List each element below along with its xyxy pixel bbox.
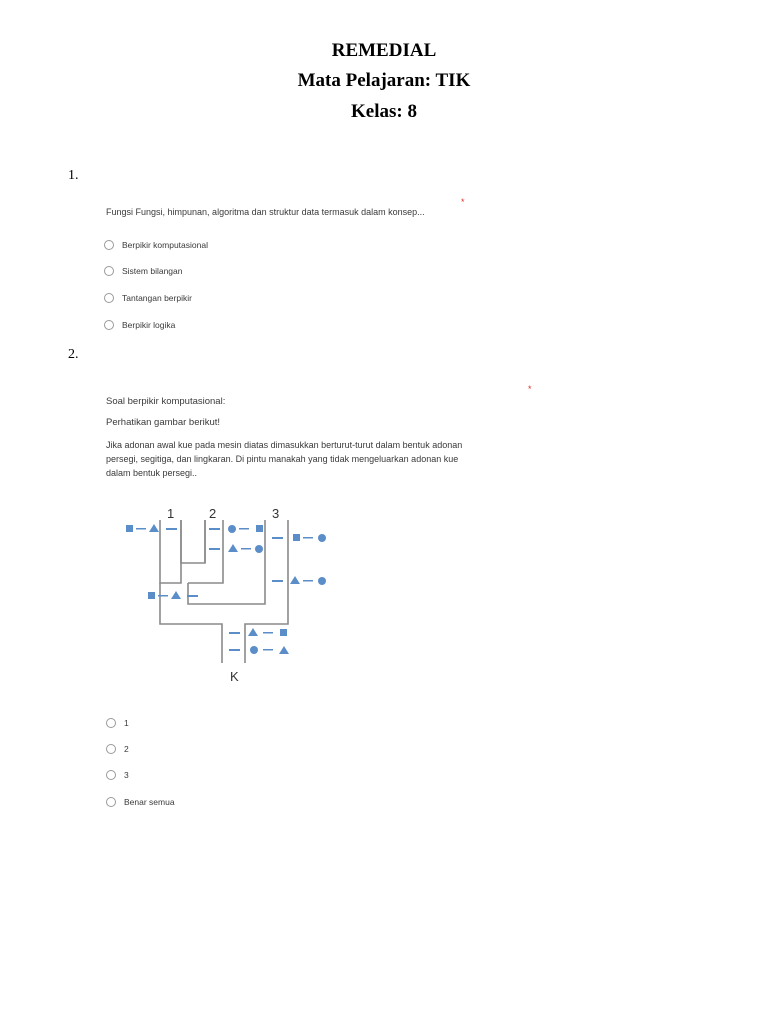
- question-2-instruction: Perhatikan gambar berikut!: [106, 417, 221, 428]
- door-label-2: 2: [209, 506, 217, 521]
- radio-button[interactable]: [104, 320, 114, 330]
- arrow-line: [263, 632, 273, 634]
- question-1-number: 1.: [68, 168, 79, 183]
- circle-shape: [228, 525, 236, 533]
- circle-shape: [250, 646, 258, 654]
- dash-line: [166, 528, 177, 530]
- question-2-option-1[interactable]: [106, 718, 129, 728]
- triangle-shape: [149, 524, 159, 532]
- question-2-required-mark: *: [528, 384, 532, 394]
- radio-button[interactable]: [106, 744, 116, 754]
- square-shape: [148, 592, 155, 599]
- triangle-shape: [171, 591, 181, 599]
- arrow-line: [303, 537, 313, 539]
- question-2-option-2[interactable]: [106, 744, 129, 754]
- exit-label-k: K: [230, 669, 239, 684]
- arrow-line: [241, 548, 251, 550]
- question-1-required-mark: *: [461, 197, 465, 207]
- question-1-option-2[interactable]: [104, 266, 182, 276]
- option-label: Berpikir komputasional: [122, 240, 208, 250]
- pipe-lines: [160, 520, 288, 663]
- question-1-option-1[interactable]: [104, 240, 208, 250]
- triangle-shape: [290, 576, 300, 584]
- dash-line: [209, 528, 220, 530]
- dash-line: [187, 595, 198, 597]
- door-label-3: 3: [272, 506, 280, 521]
- question-1-text: Fungsi Fungsi, himpunan, algoritma dan struktur data termasuk dalam konsep...: [106, 207, 425, 217]
- radio-button[interactable]: [106, 770, 116, 780]
- triangle-shape: [279, 646, 289, 654]
- dash-line: [209, 548, 220, 550]
- option-label: Benar semua: [124, 797, 175, 807]
- radio-button[interactable]: [104, 293, 114, 303]
- door-label-1: 1: [167, 506, 175, 521]
- question-2-number: 2.: [68, 347, 79, 362]
- option-label: Sistem bilangan: [122, 266, 183, 276]
- question-2-option-3[interactable]: [106, 770, 129, 780]
- arrow-line: [136, 528, 146, 530]
- question-1-option-4[interactable]: [104, 320, 175, 330]
- square-shape: [126, 525, 133, 532]
- square-shape: [256, 525, 263, 532]
- arrow-line: [303, 580, 313, 582]
- dash-line: [272, 580, 283, 582]
- radio-button[interactable]: [104, 240, 114, 250]
- shape-sequences: [126, 524, 326, 654]
- question-2-body-line: Jika adonan awal kue pada mesin diatas dimasukkan berturut-turut dalam bentuk adonan: [106, 440, 463, 450]
- doc-grade: Kelas: 8: [351, 101, 417, 122]
- triangle-shape: [248, 628, 258, 636]
- circle-shape: [318, 534, 326, 542]
- square-shape: [280, 629, 287, 636]
- dash-line: [272, 537, 283, 539]
- question-2-option-4[interactable]: [106, 797, 175, 807]
- circle-shape: [318, 577, 326, 585]
- option-label: 1: [124, 718, 129, 728]
- question-2-intro: Soal berpikir komputasional:: [106, 396, 226, 407]
- doc-title: REMEDIAL: [331, 40, 437, 61]
- question-1-option-3[interactable]: [104, 293, 192, 303]
- doc-subject: Mata Pelajaran: TIK: [297, 70, 471, 91]
- arrow-line: [239, 528, 249, 530]
- arrow-line: [263, 649, 273, 651]
- question-2-body-line: dalam bentuk persegi..: [106, 468, 198, 478]
- radio-button[interactable]: [104, 266, 114, 276]
- dash-line: [229, 649, 240, 651]
- triangle-shape: [228, 544, 238, 552]
- option-label: Berpikir logika: [122, 320, 176, 330]
- circle-shape: [255, 545, 263, 553]
- option-label: 3: [124, 770, 129, 780]
- question-2-body-line: persegi, segitiga, dan lingkaran. Di pintu manakah yang tidak mengeluarkan adonan kue: [106, 454, 459, 464]
- option-label: 2: [124, 744, 129, 754]
- cake-machine-diagram: [118, 500, 348, 690]
- arrow-line: [158, 595, 168, 597]
- radio-button[interactable]: [106, 718, 116, 728]
- radio-button[interactable]: [106, 797, 116, 807]
- option-label: Tantangan berpikir: [122, 293, 192, 303]
- dash-line: [229, 632, 240, 634]
- question-2-body: [106, 438, 526, 480]
- square-shape: [293, 534, 300, 541]
